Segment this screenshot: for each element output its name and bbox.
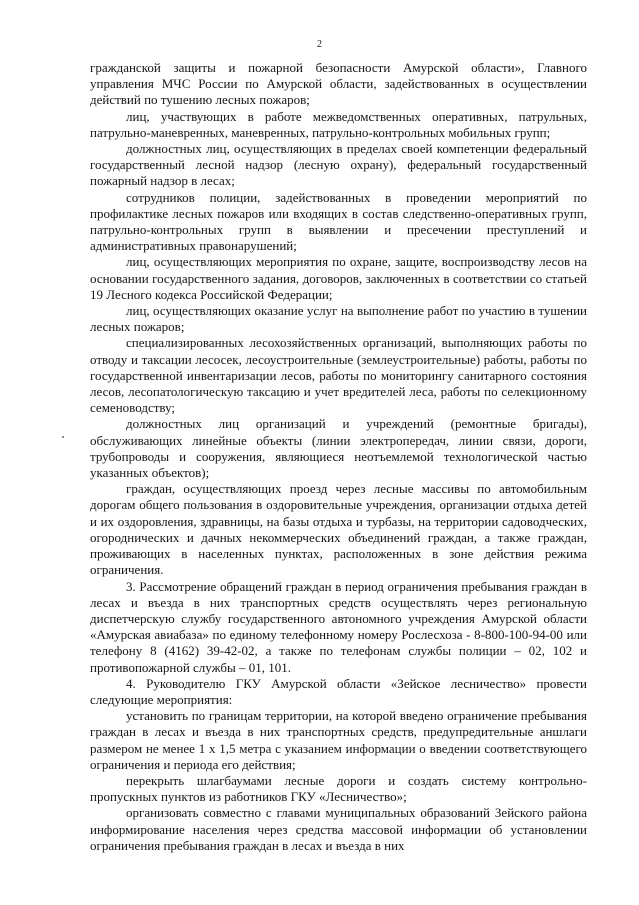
paragraph: сотрудников полиции, задействованных в проведении мероприятий по профилактике лесных пожаров или входящих в состав следственно-оперативных групп, патрульно-контрольных групп в выявлении и пресечении преступлений и административных правонарушений; [90, 189, 587, 254]
paragraph: 4. Руководителю ГКУ Амурской области «Зейское лесничество» провести следующие мероприятия: [90, 675, 587, 707]
paragraph: организовать совместно с главами муниципальных образований Зейского района информирование населения через средства массовой информации об установлении ограничения пребывания граждан в лесах и въезда в них [90, 805, 587, 853]
document-body [90, 60, 587, 854]
paragraph: установить по границам территории, на которой введено ограничение пребывания граждан в лесах и въезда в них транспортных средств, предупредительные аншлаги размером не менее 1 х 1,5 метра с указанием информации о введении соответствующего ограничения и периода его действия; [90, 708, 587, 772]
paragraph: специализированных лесохозяйственных организаций, выполняющих работы по отводу и таксации лесосек, лесоустроительные (землеустроительные) работы, работы по государственной инвентаризации лесов, работы по мониторингу санитарного состояния лесов, лесопатологическую таксацию и учет вредителей леса, работы по селекционному семеноводству; [90, 335, 587, 416]
paragraph: 3. Рассмотрение обращений граждан в период ограничения пребывания граждан в лесах и въезда в них транспортных средств осуществлять через региональную диспетчерскую службу государственного автономного учреждения Амурской области «Амурская авиабаза» по единому телефонному номеру Рослесхоза - 8-800-100-94-00 или телефону 8 (4162) 39-42-02, а также по телефонам службы полиции – 02, 102 и противопожарной службы – 01, 101. [90, 578, 587, 675]
paragraph: лиц, осуществляющих мероприятия по охране, защите, воспроизводству лесов на основании государственного задания, договоров, заключенных в соответствии со статьей 19 Лесного кодекса Российской Федерации; [90, 254, 587, 302]
paragraph: гражданской защиты и пожарной безопасности Амурской области», Главного управления МЧС России по Амурской области, задействованных в осуществлении действий по тушению лесных пожаров; [90, 60, 587, 108]
paragraph: граждан, осуществляющих проезд через лесные массивы по автомобильным дорогам общего пользования в оздоровительные учреждения, организации отдыха детей и их оздоровления, здравницы, на базы отдыха и турбазы, на территории садоводческих, огороднических и дачных некоммерческих объединений граждан, а также граждан, проживающих в населенных пунктах, расположенных в зоне действия режима ограничения. [90, 481, 587, 578]
paragraph: должностных лиц, осуществляющих в пределах своей компетенции федеральный государственный лесной надзор (лесную охрану), федеральный государственный пожарный надзор в лесах; [90, 141, 587, 189]
scan-speck [62, 436, 64, 438]
paragraph: должностных лиц организаций и учреждений (ремонтные бригады), обслуживающих линейные объекты (линии электропередач, линии связи, дороги, трубопроводы и сооружения, являющиеся неотъемлемой технологической частью указанных объектов); [90, 416, 587, 481]
paragraph: лиц, участвующих в работе межведомственных оперативных, патрульных, патрульно-маневренных, маневренных, патрульно-контрольных мобильных групп; [90, 108, 587, 140]
page-number: 2 [317, 39, 322, 50]
paragraph: перекрыть шлагбаумами лесные дороги и создать систему контрольно-пропускных пунктов из работников ГКУ «Лесничество»; [90, 772, 587, 805]
paragraph: лиц, осуществляющих оказание услуг на выполнение работ по участию в тушении лесных пожаров; [90, 303, 587, 335]
